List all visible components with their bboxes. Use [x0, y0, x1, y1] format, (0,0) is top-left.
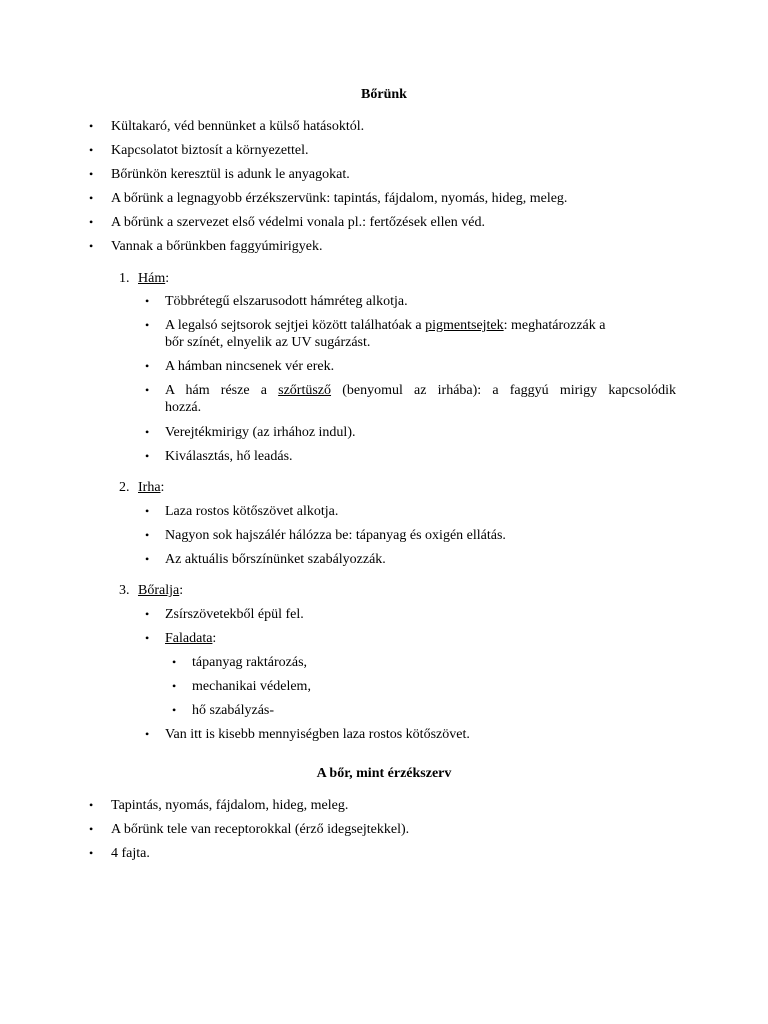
bullet-glyph: •	[172, 655, 177, 669]
bullet-glyph: •	[145, 727, 150, 741]
list-item	[165, 382, 676, 399]
item-text: : meghatározzák a	[503, 318, 606, 333]
title-bor-mint-erzekszerv: A bőr, mint érzékszerv	[316, 766, 452, 781]
list-item	[165, 630, 216, 647]
bullet-glyph: •	[172, 703, 177, 717]
bullet-glyph: •	[89, 191, 94, 205]
bullet-glyph: •	[145, 294, 150, 308]
section-name: Hám	[138, 271, 166, 286]
item-text: (benyomul az irhába): a faggyú mirigy kapcsolódik	[331, 383, 676, 398]
bullet-glyph: •	[89, 798, 94, 812]
bullet-glyph: •	[89, 215, 94, 229]
list-item: A hámban nincsenek vér erek.	[165, 359, 335, 374]
list-item: Laza rostos kötőszövet alkotja.	[165, 504, 339, 519]
list-item: Verejtékmirigy (az irhához indul).	[165, 425, 356, 440]
bullet-glyph: •	[145, 425, 150, 439]
section-number: 3.	[119, 583, 130, 598]
outro-item: Tapintás, nyomás, fájdalom, hideg, meleg.	[111, 798, 349, 813]
szortuszo-term: szőrtüsző	[278, 383, 332, 398]
outro-item: A bőrünk tele van receptorokkal (érző idegsejtekkel).	[111, 822, 410, 837]
heading-colon: :	[179, 583, 184, 598]
sub-list-item: mechanikai védelem,	[192, 679, 311, 694]
list-item: Többrétegű elszarusodott hámréteg alkotja.	[165, 294, 408, 309]
bullet-glyph: •	[145, 504, 150, 518]
heading-colon: :	[160, 480, 165, 495]
list-item: Van itt is kisebb mennyiségben laza rostos kötőszövet.	[165, 727, 470, 742]
section-name: Irha	[138, 480, 161, 495]
list-item: Kiválasztás, hő leadás.	[165, 449, 293, 464]
outro-item: 4 fajta.	[111, 846, 150, 861]
sub-list-item: hő szabályzás-	[192, 703, 275, 718]
intro-item: A bőrünk a szervezet első védelmi vonala pl.: fertőzések ellen véd.	[111, 215, 485, 230]
intro-item: Kapcsolatot biztosít a környezettel.	[111, 143, 309, 158]
bullet-glyph: •	[145, 552, 150, 566]
bullet-glyph: •	[89, 846, 94, 860]
bullet-glyph: •	[145, 359, 150, 373]
bullet-glyph: •	[145, 607, 150, 621]
title-borunk: Bőrünk	[361, 87, 407, 102]
list-item-continuation: bőr színét, elnyelik az UV sugárzást.	[165, 335, 371, 350]
bullet-glyph: •	[145, 449, 150, 463]
bullet-glyph: •	[145, 318, 150, 332]
bullet-glyph: •	[89, 239, 94, 253]
section-number: 2.	[119, 480, 130, 495]
section-heading	[138, 479, 164, 496]
item-text: A hám része a	[165, 383, 279, 398]
list-item	[165, 317, 605, 334]
bullet-glyph: •	[145, 383, 150, 397]
bullet-glyph: •	[89, 119, 94, 133]
bullet-glyph: •	[172, 679, 177, 693]
list-item: Nagyon sok hajszálér hálózza be: tápanyag és oxigén ellátás.	[165, 528, 506, 543]
bullet-glyph: •	[89, 822, 94, 836]
list-item: Az aktuális bőrszínünket szabályozzák.	[165, 552, 386, 567]
heading-colon: :	[165, 271, 170, 286]
section-heading	[138, 270, 169, 287]
intro-item: A bőrünk a legnagyobb érzékszervünk: tapintás, fájdalom, nyomás, hideg, meleg.	[111, 191, 568, 206]
bullet-glyph: •	[145, 631, 150, 645]
heading-colon: :	[212, 631, 217, 646]
list-item-continuation: hozzá.	[165, 400, 202, 415]
list-item: Zsírszövetekből épül fel.	[165, 607, 304, 622]
bullet-glyph: •	[89, 167, 94, 181]
pigmentsejtek-term: pigmentsejtek	[425, 318, 504, 333]
item-text: A legalsó sejtsorok sejtjei között találhatóak a	[165, 318, 426, 333]
intro-item: Bőrünkön keresztül is adunk le anyagokat.	[111, 167, 350, 182]
bullet-glyph: •	[145, 528, 150, 542]
sub-list-item: tápanyag raktározás,	[192, 655, 308, 670]
section-name: Bőralja	[138, 583, 180, 598]
section-number: 1.	[119, 271, 130, 286]
faladata-term: Faladata	[165, 631, 213, 646]
section-heading	[138, 582, 183, 599]
bullet-glyph: •	[89, 143, 94, 157]
intro-item: Vannak a bőrünkben faggyúmirigyek.	[111, 239, 323, 254]
intro-item: Kültakaró, véd bennünket a külső hatásoktól.	[111, 119, 365, 134]
